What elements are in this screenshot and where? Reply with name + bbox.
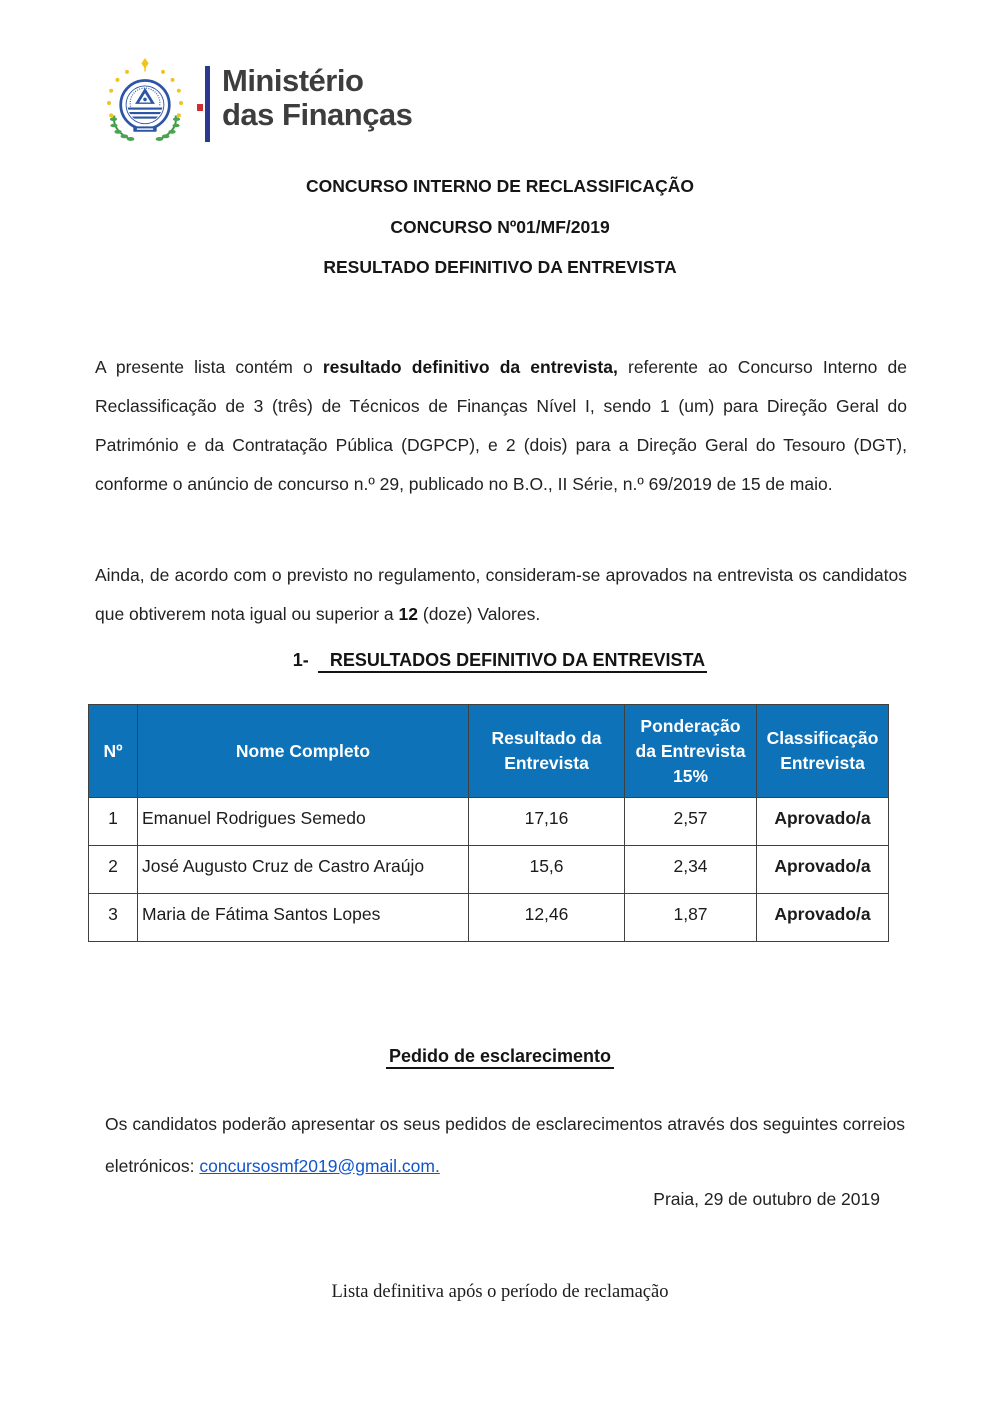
cell-resultado: 12,46 <box>469 894 625 942</box>
column-header-resultado: Resultado da Entrevista <box>469 705 625 798</box>
cell-resultado: 17,16 <box>469 798 625 846</box>
cell-ponderacao: 1,87 <box>625 894 757 942</box>
column-header-classificacao: Classificação Entrevista <box>757 705 889 798</box>
text-run: A presente lista contém o <box>95 356 323 377</box>
ministry-name <box>222 64 412 132</box>
cape-verde-emblem-icon <box>100 58 190 148</box>
table-row <box>89 894 889 942</box>
document-title-line1: CONCURSO INTERNO DE RECLASSIFICAÇÃO <box>306 176 694 196</box>
email-link[interactable]: concursosmf2019@gmail.com. <box>199 1155 440 1176</box>
approval-rule-paragraph <box>95 556 907 634</box>
cell-resultado: 15,6 <box>469 846 625 894</box>
cell-num: 1 <box>89 798 138 846</box>
results-section-heading <box>0 650 1000 671</box>
table-row <box>89 846 889 894</box>
text-run: (doze) Valores. <box>418 603 541 624</box>
cell-classificacao: Aprovado/a <box>757 846 889 894</box>
ministry-name-line1: Ministério <box>222 63 364 98</box>
footer-note: Lista definitiva após o período de reclamação <box>331 1282 669 1302</box>
table-header-row <box>89 705 889 798</box>
logo-divider-bar <box>196 66 212 142</box>
logo-red-dash <box>197 104 203 111</box>
bold-text-run: resultado definitivo da entrevista, <box>322 356 618 377</box>
results-table-container <box>88 704 889 942</box>
clarification-heading <box>0 1046 1000 1067</box>
intro-paragraph <box>95 348 907 504</box>
cell-name: Maria de Fátima Santos Lopes <box>138 894 469 942</box>
table-row <box>89 798 889 846</box>
cell-num: 3 <box>89 894 138 942</box>
clarification-text: Os candidatos poderão apresentar os seus pedidos de esclarecimentos através dos seguintes correios eletrónicos: <box>105 1113 905 1176</box>
document-title-line2: CONCURSO Nº01/MF/2019 <box>390 217 610 237</box>
clarification-heading-text: Pedido de esclarecimento <box>386 1046 614 1069</box>
cell-classificacao: Aprovado/a <box>757 798 889 846</box>
place-date-line: Praia, 29 de outubro de 2019 <box>653 1189 880 1209</box>
ministry-logo <box>100 58 412 148</box>
ministry-name-line2: das Finanças <box>222 97 413 132</box>
cell-ponderacao: 2,57 <box>625 798 757 846</box>
column-header-numero: Nº <box>89 705 138 798</box>
table-body <box>89 798 889 942</box>
cell-classificacao: Aprovado/a <box>757 894 889 942</box>
bold-text-run: 12 <box>398 603 418 624</box>
clarification-paragraph <box>105 1103 905 1187</box>
text-run: referente ao Concurso Interno de Reclassificação de 3 (três) de Técnicos de Finanças Nível I, sendo 1 (um) para Direção Geral do Património e da Contratação Pública (DGPCP), e 2 (dois) para a Direção Geral do Tesouro (DGT), conforme o anúncio de concurso n.º 29, publicado no B.O., II Série, n.º 69/2019 de 15 de maio. <box>95 356 907 494</box>
cell-ponderacao: 2,34 <box>625 846 757 894</box>
section-number: 1- <box>292 650 309 670</box>
column-header-nome-completo: Nome Completo <box>138 705 469 798</box>
cell-num: 2 <box>89 846 138 894</box>
cell-name: José Augusto Cruz de Castro Araújo <box>138 846 469 894</box>
section-title: RESULTADOS DEFINITIVO DA ENTREVISTA <box>318 650 707 673</box>
results-table <box>88 704 889 942</box>
text-run: Ainda, de acordo com o previsto no regulamento, consideram-se aprovados na entrevista os candidatos que obtiverem nota igual ou superior a <box>95 564 907 624</box>
column-header-ponderacao: Ponderação da Entrevista 15% <box>625 705 757 798</box>
document-title-line3: RESULTADO DEFINITIVO DA ENTREVISTA <box>323 257 677 277</box>
cell-name: Emanuel Rodrigues Semedo <box>138 798 469 846</box>
logo-bar <box>205 66 210 142</box>
